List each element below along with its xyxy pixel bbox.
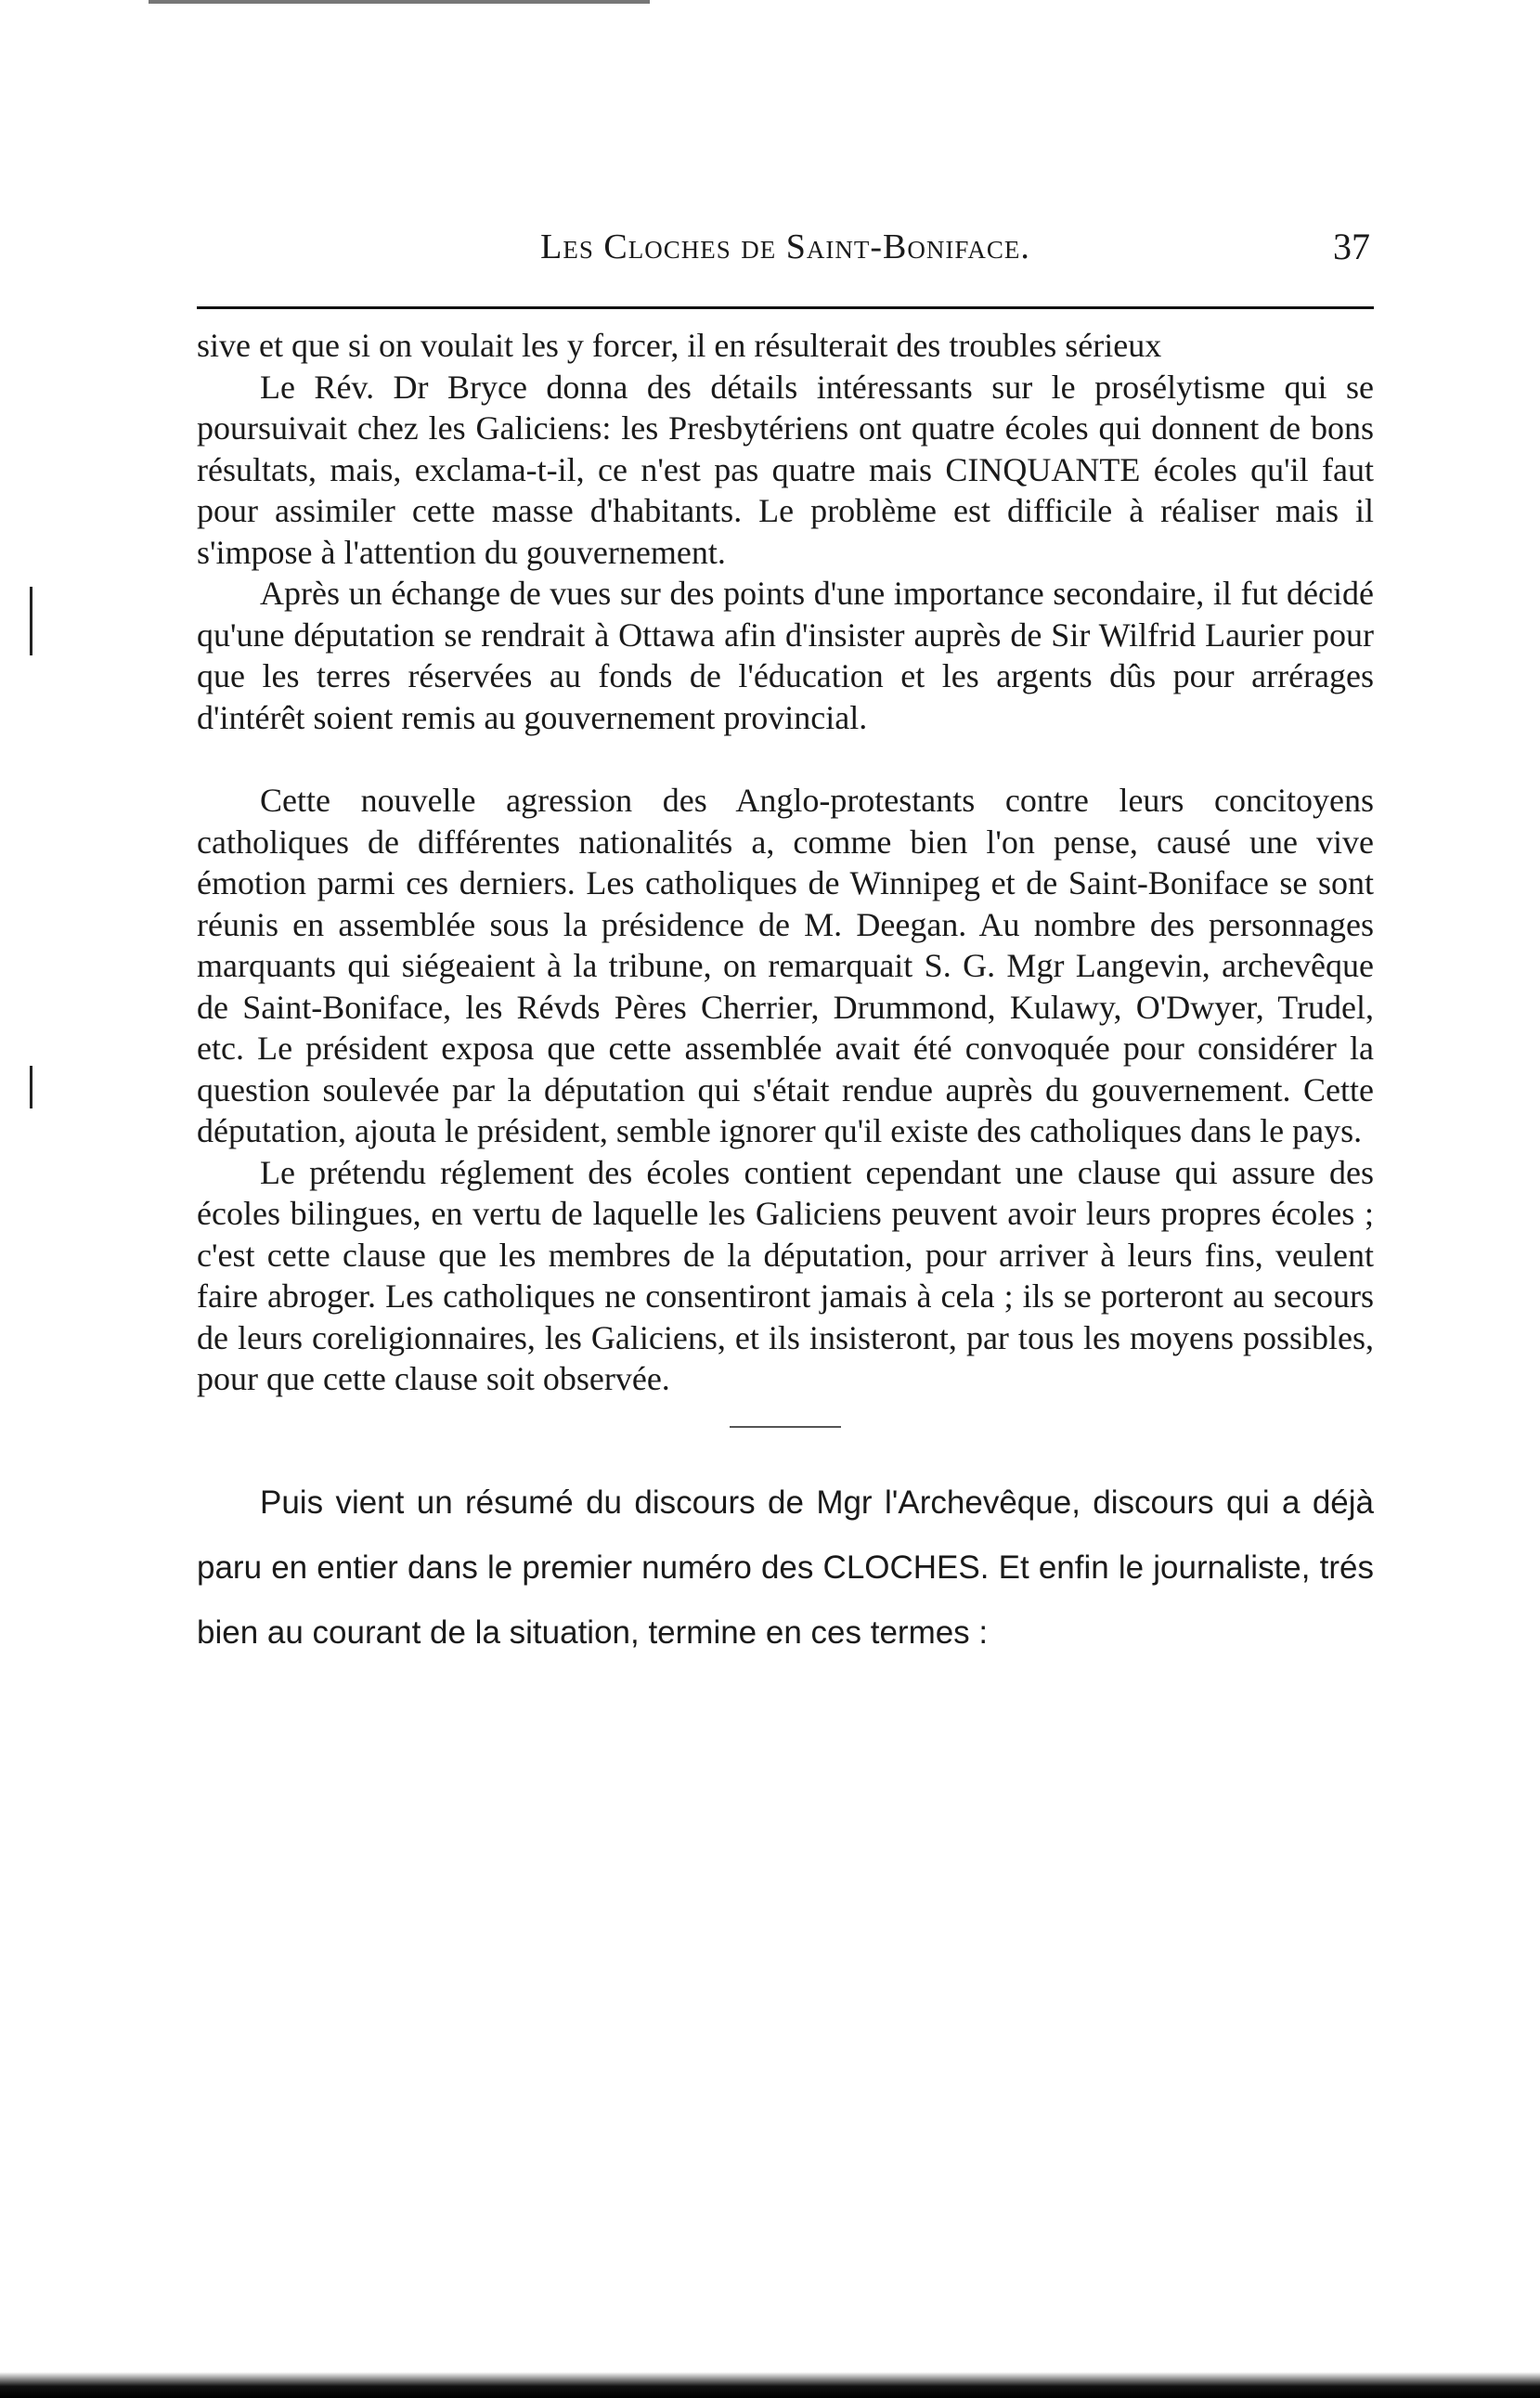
paragraph-continuation: sive et que si on voulait les y forcer, il en résulterait des troubles sérieux	[197, 327, 1162, 364]
running-title: Les Cloches de Saint-Boniface.	[540, 227, 1030, 266]
paragraph-reglement: Le prétendu réglement des écoles contient cependant une clause qui assure des écoles bilingues, en vertu de laquelle les Galiciens peuvent avoir leurs propres écoles ; c'est cette clause que les membres de la députation, pour arriver à leurs fins, veulent faire abroger. Les catholiques ne consentiront jamais à cela ; ils se porteront au secours de leurs coreligionnaires, les Galiciens, et ils insisteront, par tous les moyens possibles, pour que cette clause soit observée.	[197, 1153, 1374, 1397]
scan-bottom-edge	[0, 2372, 1540, 2398]
section-separator	[730, 1426, 841, 1428]
paragraph-deputation: Après un échange de vues sur des points d'une importance secondaire, il fut décidé qu'une députation se rendrait à Ottawa afin d'insister auprès de Sir Wilfrid Laurier pour que les terres réservées au fonds de l'éducation et les argents dûs pour arrérages d'intérêt soient remis au gouvernement provincial.	[197, 575, 1374, 736]
paragraph-agression: Cette nouvelle agression des Anglo-protestants contre leurs concitoyens catholiques de différentes nationalités a, comme bien l'on pense, causé une vive émotion parmi ces derniers. Les catholiques de Winnipeg et de Saint-Boniface se sont réunis en assemblée sous la présidence de M. Deegan. Au nombre des personnages marquants qui siégeaient à la tribune, on remarquait S. G. Mgr Langevin, archevêque de Saint-Boniface, les Révds Pères Cherrier, Drummond, Kulawy, O'Dwyer, Trudel, etc. Le président exposa que cette assemblée avait été convoquée pour considérer la question soulevée par la députation qui s'était rendue auprès du gouvernement. Cette députation, ajouta le président, semble ignorer qu'il existe des catholiques dans le pays.	[197, 782, 1374, 1149]
body-text	[197, 325, 1374, 1666]
scan-top-edge	[149, 0, 650, 4]
margin-mark	[30, 1066, 32, 1108]
margin-mark	[30, 587, 32, 655]
paragraph-bryce: Le Rév. Dr Bryce donna des détails intéressants sur le prosélytisme qui se poursuivait chez les Galiciens: les Presbytériens ont quatre écoles qui donnent de bons résultats, mais, exclama-t-il, ce n'est pas quatre mais CINQUANTE écoles qu'il faut pour assimiler cette masse d'habitants. Le problème est difficile à réaliser mais il s'impose à l'attention du gouvernement.	[197, 368, 1374, 571]
paragraph-closing: Puis vient un résumé du discours de Mgr l'Archevêque, discours qui a déjà paru en entier dans le premier numéro des CLOCHES. Et enfin le journaliste, trés bien au courant de la situation, termine en ces termes :	[197, 1484, 1374, 1651]
running-head	[197, 227, 1374, 282]
page-number: 37	[1333, 226, 1370, 267]
header-rule	[197, 306, 1374, 309]
